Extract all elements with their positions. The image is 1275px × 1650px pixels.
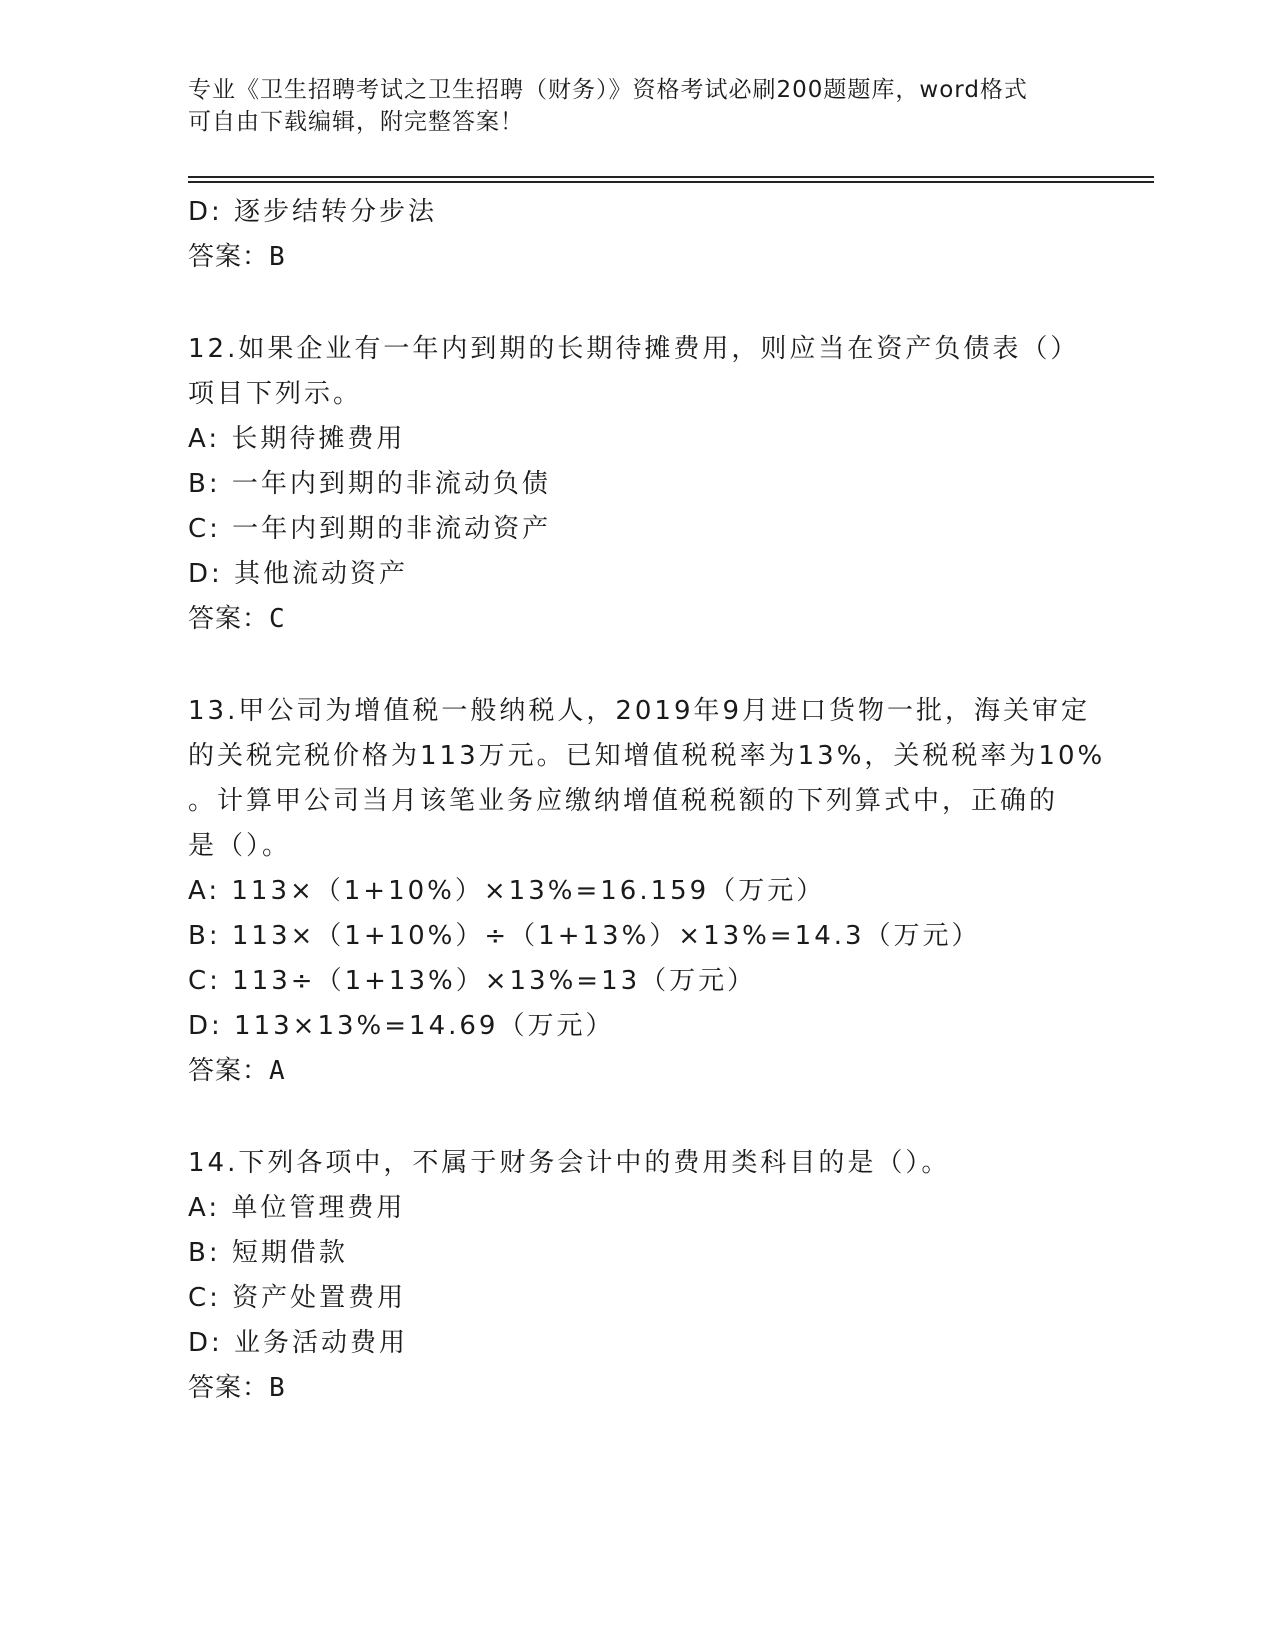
- answer-label: 答案：B: [188, 242, 286, 272]
- question-12: [188, 327, 1088, 642]
- option-a: A: 单位管理费用: [188, 1193, 406, 1223]
- option-d: D: 逐步结转分步法: [188, 197, 438, 227]
- question-text: 13.甲公司为增值税一般纳税人，2019年9月进口货物一批，海关审定: [188, 696, 1091, 726]
- option-d: D: 业务活动费用: [188, 1328, 409, 1358]
- question-text: 。计算甲公司当月该笔业务应缴纳增值税税额的下列算式中，正确的: [188, 786, 1059, 816]
- spacer: [188, 280, 1088, 327]
- spacer: [188, 1094, 1088, 1141]
- answer-label: 答案：C: [188, 604, 286, 634]
- spacer: [188, 642, 1088, 689]
- option-a: A: 113×（1+10%）×13%=16.159（万元）: [188, 876, 826, 906]
- option-d: D: 其他流动资产: [188, 559, 409, 589]
- option-a: A: 长期待摊费用: [188, 424, 406, 454]
- question-14: [188, 1141, 1088, 1411]
- question-list: [188, 190, 1106, 1411]
- option-d: D: 113×13%=14.69（万元）: [188, 1011, 615, 1041]
- question-text: 是（）。: [188, 831, 292, 861]
- header-divider-top: [188, 176, 1154, 178]
- question-text: 14.下列各项中，不属于财务会计中的费用类科目的是（）。: [188, 1148, 951, 1178]
- question-text: 项目下列示。: [188, 379, 363, 409]
- answer-label: 答案：A: [188, 1056, 286, 1086]
- document-header: [188, 74, 1088, 138]
- option-b: B: 113×（1+10%）÷（1+13%）×13%=14.3（万元）: [188, 921, 981, 951]
- answer-label: 答案：B: [188, 1373, 286, 1403]
- header-line-2: 可自由下载编辑，附完整答案！: [188, 109, 524, 135]
- header-divider-bottom: [188, 181, 1154, 183]
- question-text: 的关税完税价格为113万元。已知增值税税率为13%，关税税率为10%: [188, 741, 1106, 771]
- question-text: 12.如果企业有一年内到期的长期待摊费用，则应当在资产负债表（）: [188, 334, 1080, 364]
- header-line-1: 专业《卫生招聘考试之卫生招聘（财务）》资格考试必刷200题题库，word格式: [188, 77, 1028, 103]
- question-13: [188, 689, 1106, 1094]
- option-c: C: 113÷（1+13%）×13%=13（万元）: [188, 966, 757, 996]
- option-b: B: 短期借款: [188, 1238, 348, 1268]
- option-c: C: 一年内到期的非流动资产: [188, 514, 552, 544]
- option-c: C: 资产处置费用: [188, 1283, 407, 1313]
- question-11-remainder: [188, 190, 1088, 280]
- option-b: B: 一年内到期的非流动负债: [188, 469, 551, 499]
